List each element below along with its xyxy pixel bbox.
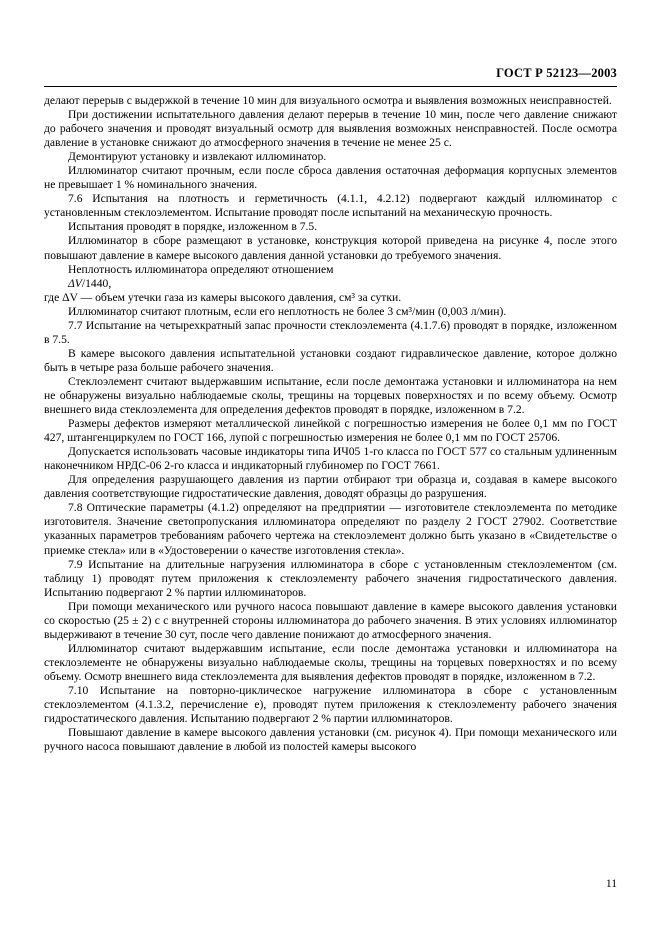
paragraph: Иллюминатор считают плотным, если его неплотность не более 3 см³/мин (0,003 л/мин).	[68, 304, 507, 318]
paragraph: Иллюминатор считают выдержавшим испытание, если после демонтажа установки и иллюминатора на стеклоэлементе не обнаружены визуально наблюдаемые сколы, трещины на торцевых поверхностях и по всему объему. Осмотр внешнего вида стеклоэлемента для выявления дефектов проводят в порядке, изложенном в 7.2.	[44, 641, 617, 683]
paragraph: При помощи механического или ручного насоса повышают давление в камере высокого давления установки со скоростью (25 ± 2) с с внутренней стороны иллюминатора до рабочего значения. В этих условиях иллюминатор выдерживают в течение 30 сут, после чего давление понижают до атмосферного значения.	[44, 599, 617, 641]
clause-7-7: 7.7 Испытание на четырехкратный запас прочности стеклоэлемента (4.1.7.6) проводят в порядке, изложенном в 7.5.	[44, 318, 617, 346]
page-header-standard: ГОСТ Р 52123—2003	[496, 66, 617, 80]
paragraph: Иллюминатор в сборе размещают в установке, конструкция которой приведена на рисунке 4, после этого повышают давление в камере высокого давления данной установки до требуемого значения.	[44, 234, 617, 262]
formula-legend: где ΔV — объем утечки газа из камеры высокого давления, см³ за сутки.	[44, 290, 402, 304]
paragraph: Стеклоэлемент считают выдержавшим испытание, если после демонтажа установки и иллюминатора на нем не обнаружены визуально наблюдаемые сколы, трещины на торцевых поверхностях и по всему объему. Осмотр внешнего вида стеклоэлемента для определения дефектов проводят в порядке, изложенном в 7.2.	[44, 374, 617, 417]
paragraph: В камере высокого давления испытательной установки создают гидравлическое давление, которое должно быть в четыре раза больше рабочего значения.	[44, 346, 617, 374]
paragraph: Допускается использовать часовые индикаторы типа ИЧ05 1-го класса по ГОСТ 577 со стальным удлиненным наконечником НРДС-06 2-го класса и индикаторный глубиномер по ГОСТ 7661.	[44, 445, 617, 473]
paragraph: делают перерыв с выдержкой в течение 10 мин для визуального осмотра и выявления возможных неисправностей.	[44, 94, 612, 107]
formula-divider: /	[81, 276, 86, 290]
formula-symbol: ΔV	[68, 276, 82, 290]
page-body	[44, 94, 617, 754]
header-divider	[44, 86, 617, 87]
clause-7-6: 7.6 Испытания на плотность и герметичность (4.1.1, 4.2.12) подвергают каждый иллюминатор с установленным стеклоэлементом. Испытание проводят после испытаний на механическую прочность.	[44, 192, 617, 220]
paragraph: Повышают давление в камере высокого давления установки (см. рисунок 4). При помощи механического или ручного насоса повышают давление в любой из полостей камеры высокого	[44, 726, 617, 754]
clause-7-9: 7.9 Испытание на длительные нагрузения иллюминатора в сборе с установленным стеклоэлементом (см. таблицу 1) проводят путем приложения к стеклоэлементу рабочего значения гидростатического давления. Испытанию подвергают 2 % партии иллюминаторов.	[44, 557, 617, 599]
clause-7-10: 7.10 Испытание на повторно-циклическое нагружение иллюминатора в сборе с установленным стеклоэлементом (4.1.3.2, перечисление е), проводят путем приложения к стеклоэлементу рабочего значения гидростатического давления. Испытанию подвергают 2 % партии иллюминаторов.	[44, 683, 617, 726]
clause-7-8: 7.8 Оптические параметры (4.1.2) определяют на предприятии — изготовителе стеклоэлемента по методике изготовителя. Значение светопропускания иллюминатора определяют по разделу 2 ГОСТ 27902. Соответствие указанных параметров требованиям рабочего чертежа на стеклоэлемент должно быть указано в «Свидетельстве о приемке стекла» или в «Удостоверении о качестве изготовления стекла».	[44, 501, 617, 557]
paragraph: Испытания проводят в порядке, изложенном в 7.5.	[68, 220, 318, 234]
paragraph: Размеры дефектов измеряют металлической линейкой с погрешностью измерения не более 0,1 мм по ГОСТ 427, штангенциркулем по ГОСТ 166, лупой с погрешностью измерения не более 0,1 мм по ГОСТ 25706.	[44, 417, 617, 445]
paragraph: Иллюминатор считают прочным, если после сброса давления остаточная деформация корпусных элементов не превышает 1 % номинального значения.	[44, 164, 617, 192]
page-number: 11	[605, 877, 617, 890]
paragraph: При достижении испытательного давления делают перерыв в течение 10 мин, после чего давление снижают до рабочего значения и проводят визуальный осмотр для выявления возможных неисправностей. После осмотра давление в установке снижают до атмосферного значения в течение не менее 25 с.	[44, 108, 617, 150]
formula-denominator: 1440,	[85, 276, 112, 290]
paragraph: Неплотность иллюминатора определяют отношением	[68, 262, 334, 276]
paragraph: Для определения разрушающего давления из партии отбирают три образца и, создавая в камере высокого давления соответствующие гидростатические давления, доводят образцы до разрушения.	[44, 473, 617, 501]
paragraph: Демонтируют установку и извлекают иллюминатор.	[68, 150, 327, 164]
formula-leakage	[44, 277, 617, 291]
